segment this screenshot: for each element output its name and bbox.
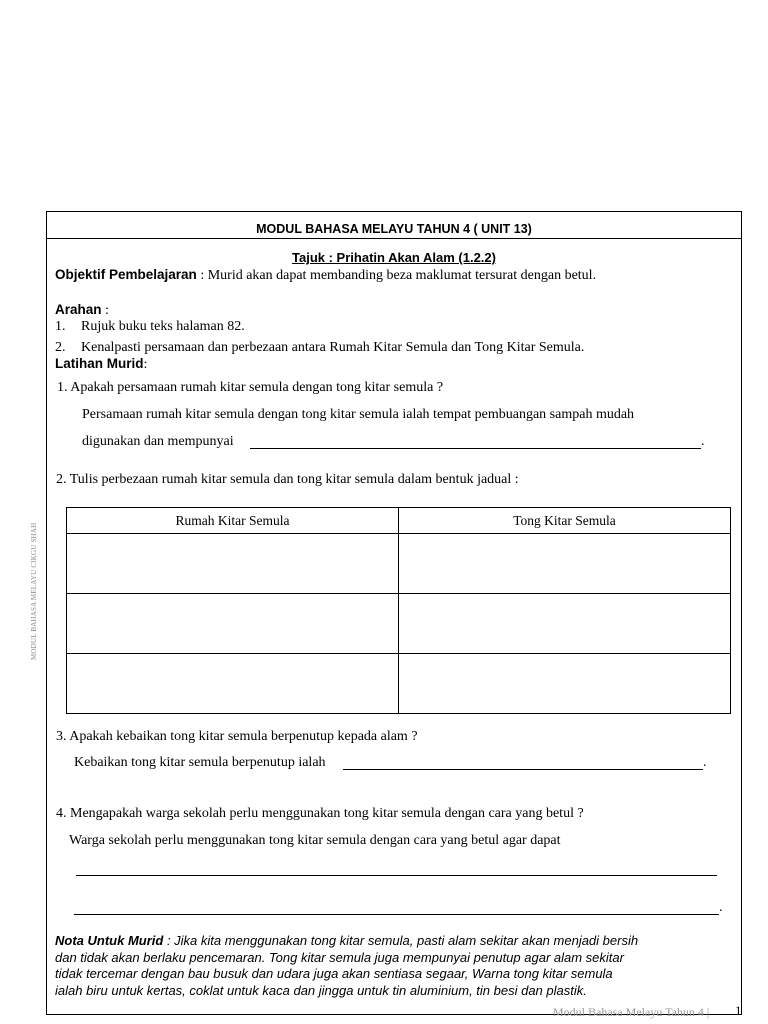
column-header: Tong Kitar Semula [399,508,731,534]
instruction-num: 1. [55,319,66,334]
answer-4-blank-line1[interactable] [76,875,717,876]
difference-table [66,507,731,714]
instruction-num: 2. [55,340,66,355]
table-cell-blank[interactable] [67,654,399,714]
instructions-heading [55,302,109,319]
topic-title: Tajuk : Prihatin Akan Alam (1.2.2) [292,250,496,265]
header-divider [46,238,742,239]
student-note-line4: ialah biru untuk kertas, coklat untuk kaca dan jingga untuk tin aluminium, tin besi dan plastik. [55,983,587,998]
question-4: 4. Mengapakah warga sekolah perlu menggunakan tong kitar semula dengan cara yang betul ? [56,806,584,821]
objective-label: Objektif Pembelajaran [55,267,197,282]
table-cell-blank[interactable] [67,594,399,654]
footer-module-name: Modul Bahasa Melayu Tahun 4 | [553,1005,710,1019]
instruction-text: Rujuk buku teks halaman 82. [81,319,245,334]
answer-1-line2: digunakan dan mempunyai [82,434,234,449]
question-3: 3. Apakah kebaikan tong kitar semula berpenutup kepada alam ? [56,729,418,744]
answer-3-end: . [703,755,707,770]
answer-3-prompt: Kebaikan tong kitar semula berpenutup ialah [74,755,326,770]
table-cell-blank[interactable] [399,654,731,714]
table-row [67,654,731,714]
table-cell-blank[interactable] [399,534,731,594]
answer-1-end: . [701,434,705,449]
student-note-line3: tidak tercemar dengan bau busuk dan udara juga akan sentiasa segaar, Warna tong kitar semula [55,966,613,981]
student-note-line2: dan tidak akan berlaku pencemaran. Tong kitar semula juga mempunyai penutup agar alam sekitar [55,950,624,965]
exercise-heading [55,355,147,373]
table-row [67,594,731,654]
answer-4-blank-line2[interactable] [74,914,719,915]
instruction-item [55,319,245,335]
table-cell-blank[interactable] [399,594,731,654]
objective-text: : Murid akan dapat membanding beza maklumat tersurat dengan betul. [196,268,597,283]
answer-4-prompt: Warga sekolah perlu menggunakan tong kitar semula dengan cara yang betul agar dapat [69,833,561,848]
question-2: 2. Tulis perbezaan rumah kitar semula dan tong kitar semula dalam bentuk jadual : [56,472,519,487]
answer-1-blank[interactable] [250,448,701,449]
answer-4-end: . [719,900,723,915]
side-watermark: MODUL BAHASA MELAYU CIKGU SHAH [30,522,38,660]
exercise-label: Latihan Murid [55,356,144,371]
objective [55,267,596,284]
student-note-line1 [55,933,638,948]
instructions-label: Arahan [55,302,102,317]
module-title: MODUL BAHASA MELAYU TAHUN 4 ( UNIT 13) [256,222,532,236]
exercise-suffix: : [143,357,148,372]
column-header: Rumah Kitar Semula [67,508,399,534]
table-row [67,534,731,594]
instruction-item [55,340,585,356]
answer-1-line1: Persamaan rumah kitar semula dengan tong kitar semula ialah tempat pembuangan sampah mudah [82,407,635,422]
instruction-text: Kenalpasti persamaan dan perbezaan antara Rumah Kitar Semula dan Tong Kitar Semula. [81,340,585,355]
question-1: 1. Apakah persamaan rumah kitar semula dengan tong kitar semula ? [57,380,444,395]
page-number: 1 [735,1003,742,1018]
table-header-row [67,508,731,534]
note-text: : Jika kita menggunakan tong kitar semula, pasti alam sekitar akan menjadi bersih [163,933,639,948]
table-cell-blank[interactable] [67,534,399,594]
note-label: Nota Untuk Murid [55,933,164,948]
instructions-suffix: : [101,303,109,318]
answer-3-blank[interactable] [343,769,703,770]
